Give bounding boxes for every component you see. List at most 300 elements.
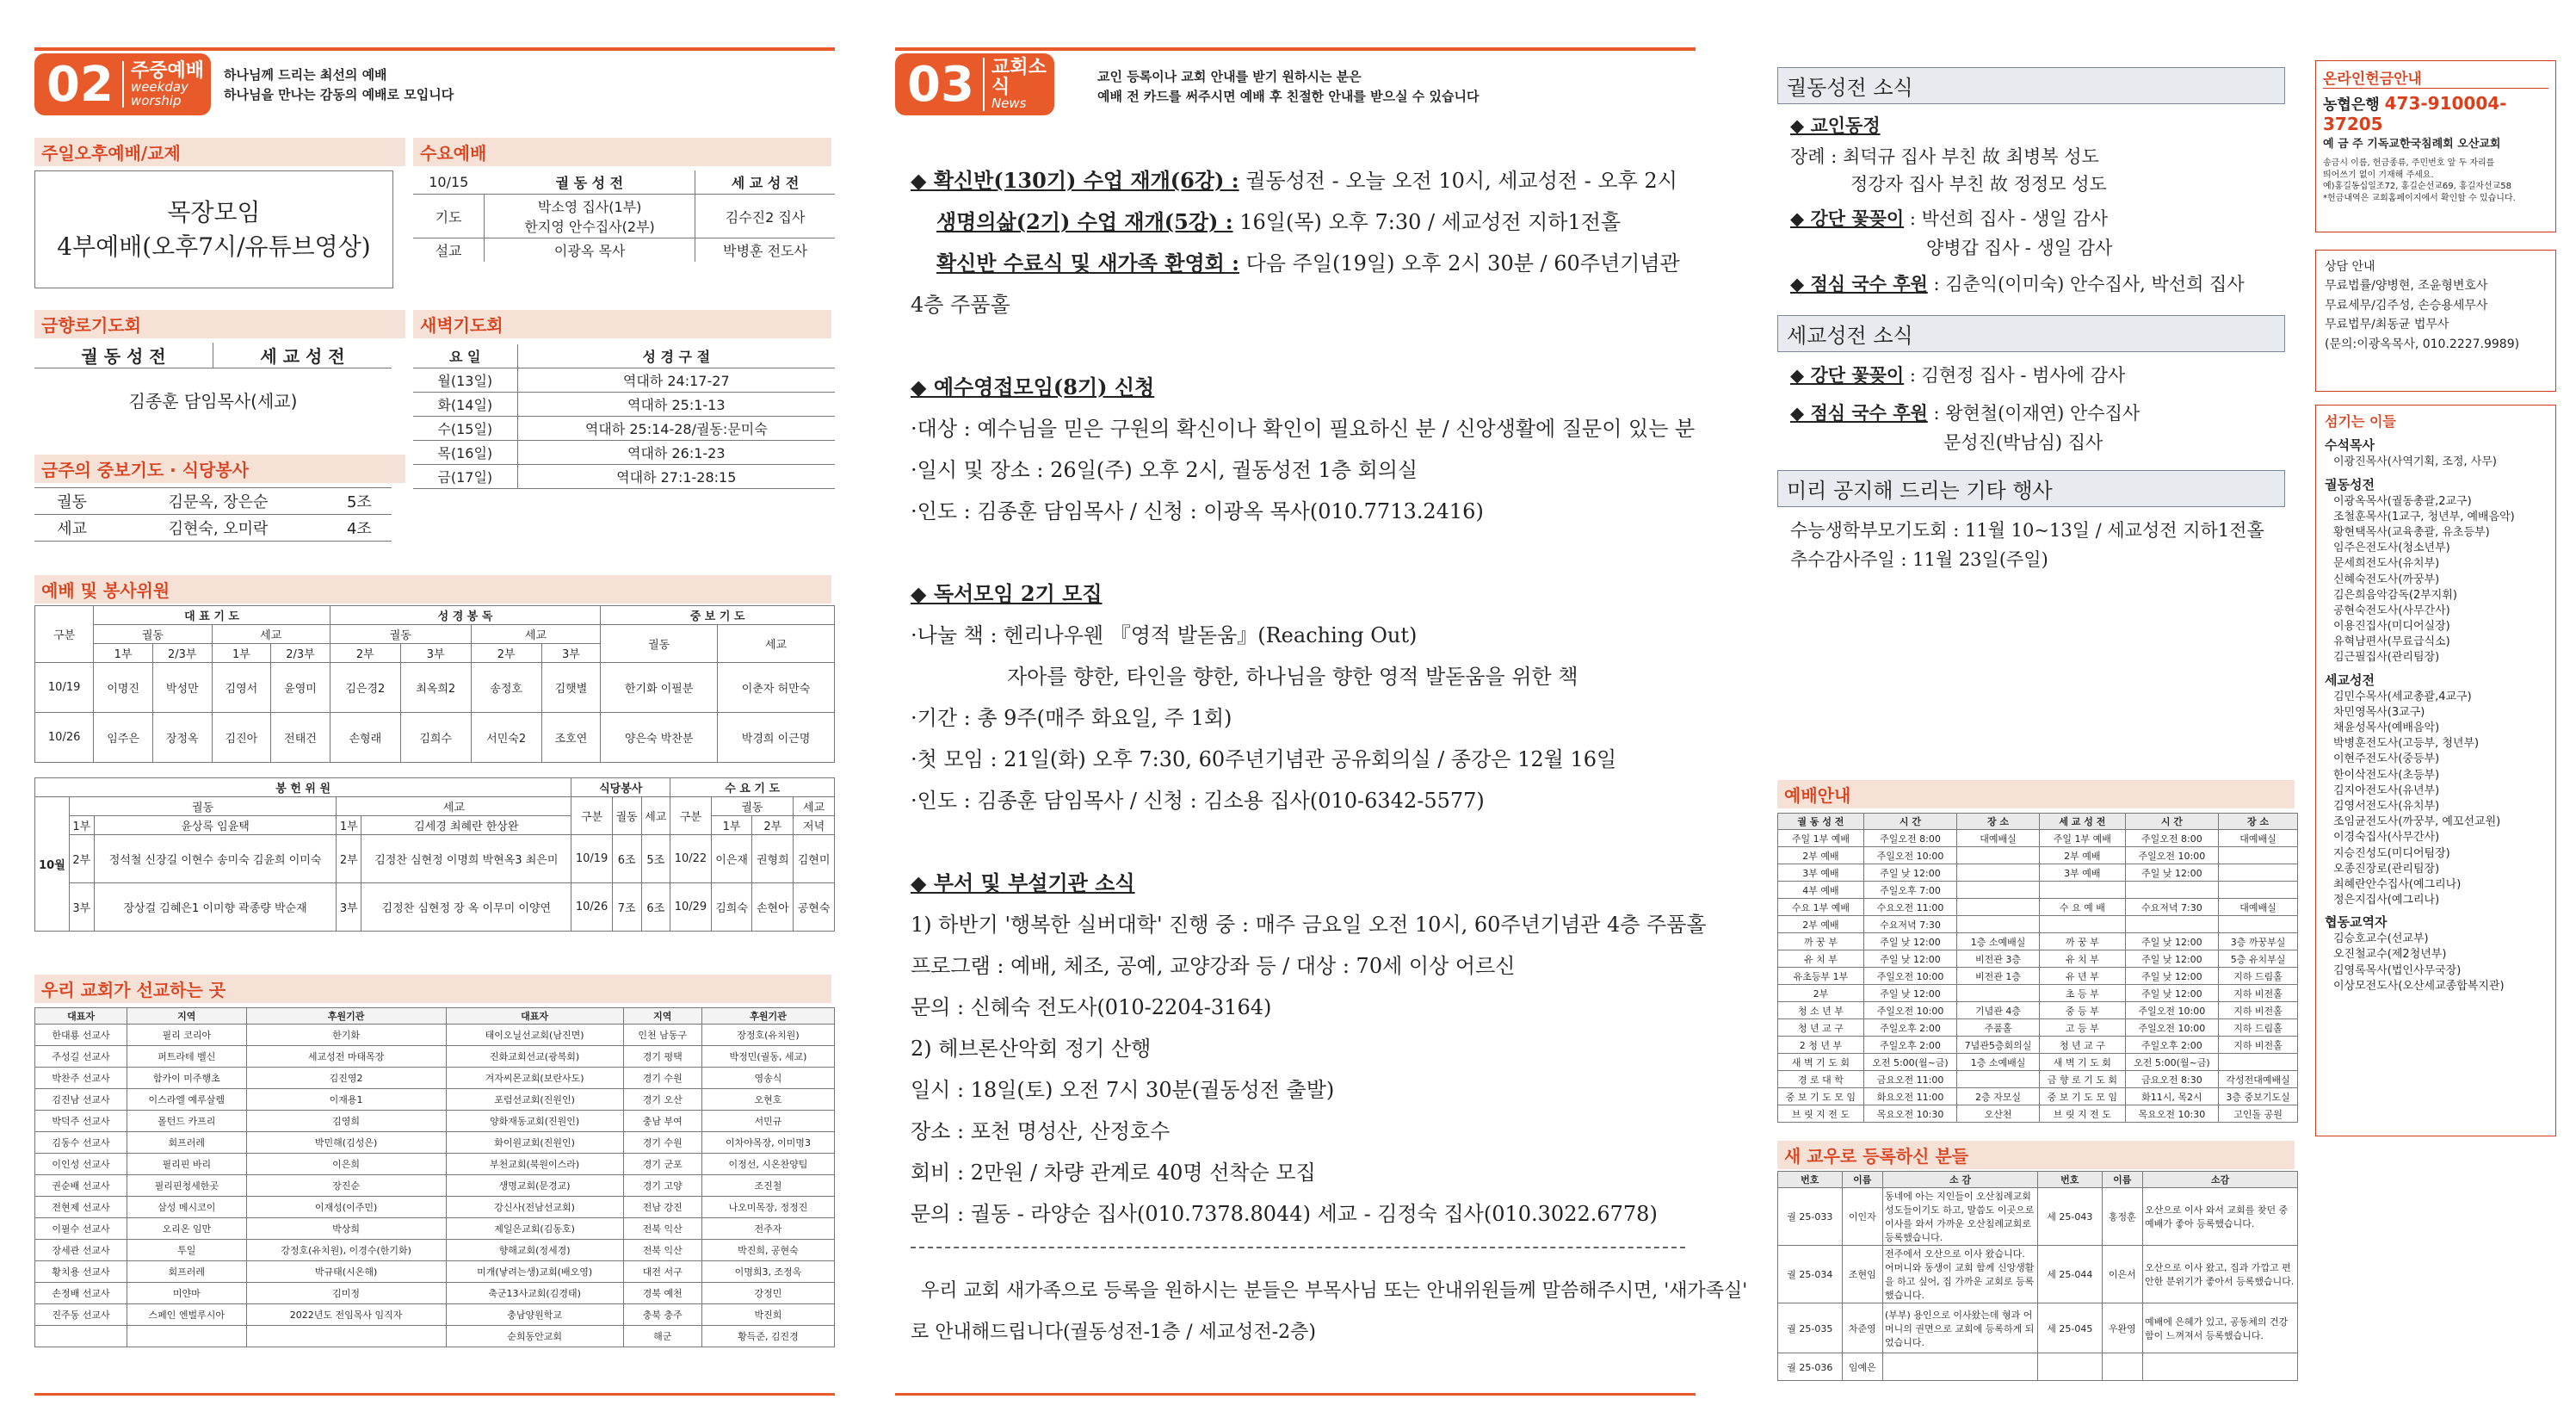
top-rule-03 bbox=[895, 47, 1696, 51]
table-cell: 주일 1부 예배 bbox=[2039, 830, 2125, 847]
table-row bbox=[35, 1008, 835, 1025]
table-cell: 권형희 bbox=[752, 835, 794, 883]
table-cell: 지하 비전홀 bbox=[2219, 985, 2298, 1002]
table-cell: 이재용1 bbox=[246, 1089, 446, 1111]
table-cell: 황득준, 김진경 bbox=[701, 1326, 834, 1347]
table-cell: 순희동안교회 bbox=[446, 1326, 623, 1347]
table-cell: 기념관 4층 bbox=[1957, 1002, 2040, 1019]
table-row bbox=[413, 417, 835, 441]
table-cell: 장진순 bbox=[246, 1175, 446, 1197]
top-rule bbox=[34, 47, 835, 51]
table-row bbox=[35, 625, 835, 644]
table-cell: 향해교회(정세경) bbox=[446, 1240, 623, 1261]
table-cell: 역대하 27:1-28:15 bbox=[517, 465, 835, 489]
table-cell: 김세경 최혜란 한상완 bbox=[361, 816, 571, 835]
table-cell: 새 벽 기 도 회 bbox=[1778, 1054, 1864, 1071]
news-line-12: ·기간 : 총 9주(매주 화요일, 주 1회) bbox=[911, 706, 1232, 730]
worship-guide-table bbox=[1777, 813, 2298, 1123]
news-line-17: 프로그램 : 예배, 체조, 공예, 교양강좌 등 / 대상 : 70세 이상 어르신 bbox=[911, 954, 1516, 978]
news-line-20: 일시 : 18일(토) 오전 7시 30분(궐동성전 출발) bbox=[911, 1078, 1335, 1102]
table-cell: 비전관 3층 bbox=[1957, 950, 2040, 968]
table-cell: 7념관5층회의실 bbox=[1957, 1037, 2040, 1054]
table-cell: 3부 bbox=[400, 644, 471, 663]
table-cell bbox=[1957, 864, 2040, 882]
table-cell: 세교 bbox=[212, 625, 330, 644]
table-cell: 브 릿 지 전 도 bbox=[1778, 1105, 1864, 1123]
dawn-prayer-table: 요 일 성 경 구 절 월(13일) 역대하 24:17-27 화(14일) 역대하 25:1-13 수(15일) 역대하 25:14-28/궐동:문미숙 목(16일) 역대하 26:1-23 금(17일) 역대하 27:1-28:15 bbox=[413, 344, 835, 489]
table-cell bbox=[246, 1326, 446, 1347]
table-cell: 주일오후 2:00 bbox=[2125, 1037, 2218, 1054]
table-cell: 1부 bbox=[212, 644, 271, 663]
news-line-4: 4층 주품홀 bbox=[911, 293, 1010, 317]
news-line-10: ·나눌 책 : 헨리나우웬 『영적 발돋움』(Reaching Out) bbox=[911, 623, 1418, 647]
table-cell: 김은경2 bbox=[330, 663, 400, 713]
table-cell: 태이오닐선교회(남진면) bbox=[446, 1025, 623, 1046]
table-cell: 미얀마 bbox=[127, 1283, 247, 1304]
table-cell: 세교 bbox=[641, 797, 670, 835]
table-cell: 제일은교회(김동호) bbox=[446, 1218, 623, 1240]
table-cell: 강정민 bbox=[701, 1283, 834, 1304]
table-cell: 경기 수원 bbox=[623, 1132, 701, 1154]
table-cell: 장 소 bbox=[1957, 814, 2040, 830]
table-cell: 김정찬 심현정 장 옥 이무미 이양연 bbox=[361, 883, 571, 932]
table-cell: 비전관 1층 bbox=[1957, 968, 2040, 985]
table-cell: 1층 소예배실 bbox=[1957, 933, 2040, 950]
table-cell: 화요오전 11:00 bbox=[1863, 1088, 1956, 1105]
table-row bbox=[35, 606, 835, 625]
table-cell: 대예배실 bbox=[1957, 830, 2040, 847]
table-cell: 장세관 선교사 bbox=[35, 1240, 127, 1261]
table-cell: 2 청 년 부 bbox=[1778, 1037, 1864, 1054]
table-cell: 포럼선교회(진원인) bbox=[446, 1089, 623, 1111]
table-cell: 목(16일) bbox=[413, 441, 517, 465]
table-cell: 브 릿 지 전 도 bbox=[2039, 1105, 2125, 1123]
table-row bbox=[413, 465, 835, 489]
table-cell: 경기 군포 bbox=[623, 1154, 701, 1175]
table-cell: 주품홀 bbox=[1957, 1019, 2040, 1037]
table-row bbox=[1778, 899, 2298, 916]
table-cell: 이춘자 허만숙 bbox=[718, 663, 835, 713]
table-row bbox=[1778, 830, 2298, 847]
table-row bbox=[35, 1283, 835, 1304]
table-cell: 10/29 bbox=[670, 883, 712, 932]
table-cell: 김진영2 bbox=[246, 1068, 446, 1089]
bottom-rule-03 bbox=[895, 1393, 1696, 1396]
table-cell: 주일오후 7:00 bbox=[1863, 882, 1956, 899]
table-cell: 주일오전 10:00 bbox=[2125, 847, 2218, 864]
table-cell: 경기 오산 bbox=[623, 1089, 701, 1111]
table-cell: 3부 예배 bbox=[2039, 864, 2125, 882]
table-cell: 이명진 bbox=[94, 663, 153, 713]
table-cell: 오전 5:00(월~금) bbox=[2125, 1054, 2218, 1071]
segyo-noodle-2: 문성진(박남심) 집사 bbox=[1943, 432, 2103, 453]
new-members-title: 새 교우로 등록하신 분들 bbox=[1777, 1141, 2295, 1169]
table-cell: 박진희 bbox=[701, 1304, 834, 1326]
table-cell: 봉 헌 위 원 bbox=[35, 778, 571, 797]
table-cell: 이은희 bbox=[246, 1154, 446, 1175]
staff-item: 채윤성목사(예배음악) bbox=[2333, 721, 2440, 735]
staff-group-heading: 궐동성전 bbox=[2325, 476, 2375, 492]
table-cell: 손현아 bbox=[752, 883, 794, 932]
table-cell: 김동수 선교사 bbox=[35, 1132, 127, 1154]
table-cell: 지역 bbox=[127, 1008, 247, 1025]
table-cell: 2부 예배 bbox=[1778, 916, 1864, 933]
table-cell: 유 년 부 bbox=[2039, 968, 2125, 985]
table-cell: 필리핀 바리 bbox=[127, 1154, 247, 1175]
table-row bbox=[413, 368, 835, 393]
table-row bbox=[1778, 933, 2298, 950]
table-cell: 경 로 대 학 bbox=[1778, 1071, 1864, 1088]
table-cell: 정석철 신장길 이현수 송미숙 김윤희 이미숙 bbox=[94, 835, 337, 883]
table-cell: 황치용 선교사 bbox=[35, 1261, 127, 1283]
news-line-7: ·일시 및 장소 : 26일(주) 오후 2시, 궐동성전 1층 회의실 bbox=[911, 458, 1418, 482]
table-row bbox=[35, 1197, 835, 1218]
table-cell: 전주자 bbox=[701, 1218, 834, 1240]
table-cell: 겨자씨몬교회(보란사도) bbox=[446, 1068, 623, 1089]
news-head-4: ◆ 부서 및 부설기관 소식 bbox=[911, 870, 1135, 895]
mission-table bbox=[34, 1007, 835, 1347]
dashed-divider bbox=[911, 1247, 1685, 1248]
table-cell bbox=[1957, 1071, 2040, 1088]
table-row bbox=[1778, 847, 2298, 864]
table-cell: 1부 bbox=[711, 816, 752, 835]
table-cell: 주일 낮 12:00 bbox=[2125, 864, 2218, 882]
table-cell: 식당봉사 bbox=[571, 778, 670, 797]
table-cell: 주일 1부 예배 bbox=[1778, 830, 1864, 847]
news-line-25: 로 안내해드립니다(궐동성전-1층 / 세교성전-2층) bbox=[911, 1322, 1316, 1343]
header-description-03: 교인 등록이나 교회 안내를 받기 원하시는 분은 예배 전 카드를 써주시면 예배 후 친절한 안내를 받으실 수 있습니다 bbox=[1097, 69, 1480, 105]
table-cell: 궐동 bbox=[34, 488, 109, 515]
table-cell: 10/26 bbox=[35, 713, 94, 763]
table-cell: 청 년 교 구 bbox=[2039, 1037, 2125, 1054]
table-cell: 후원기관 bbox=[701, 1008, 834, 1025]
table-cell: 공현숙 bbox=[794, 883, 835, 932]
table-cell: 3층 중보기도실 bbox=[2219, 1088, 2298, 1105]
table-cell: 2부 bbox=[471, 644, 541, 663]
table-cell: 몰턴드 카프리 bbox=[127, 1111, 247, 1132]
gwoldong-funeral-2: 정강자 집사 부친 故 정정모 성도 bbox=[1850, 174, 2107, 195]
table-cell: 금(17일) bbox=[413, 465, 517, 489]
staff-item: 김영록목사(법인사무국장) bbox=[2333, 963, 2462, 977]
table-cell: 구분 bbox=[35, 606, 94, 663]
news-line-16: 1) 하반기 '행복한 실버대학' 진행 중 : 매주 금요일 오전 10시, 60주년기념관 4층 주품홀 bbox=[911, 913, 1707, 937]
table-cell: 주일오전 8:00 bbox=[2125, 830, 2218, 847]
staff-item: 김승호교수(선교부) bbox=[2333, 932, 2429, 946]
table-row bbox=[1778, 1105, 2298, 1123]
table-cell: 삼성 메시코이 bbox=[127, 1197, 247, 1218]
table-cell: 지하 드림홀 bbox=[2219, 968, 2298, 985]
staff-item: 이현주전도사(중등부) bbox=[2333, 752, 2440, 766]
table-row bbox=[35, 1025, 835, 1046]
friday-prayer-title: 금향로기도회 bbox=[34, 310, 405, 338]
table-cell: 전북 익산 bbox=[623, 1240, 701, 1261]
table-cell: 화11시, 목2시 bbox=[2125, 1088, 2218, 1105]
table-row bbox=[35, 1089, 835, 1111]
staff-item: 김민수목사(세교총괄,4교구) bbox=[2333, 690, 2472, 703]
table-cell: 인천 남동구 bbox=[623, 1025, 701, 1046]
table-cell: 2부 bbox=[330, 644, 400, 663]
table-cell: 박민해(김성은) bbox=[246, 1132, 446, 1154]
table-cell bbox=[2039, 882, 2125, 899]
table-cell: 궐동 bbox=[69, 797, 336, 816]
table-cell: 수요저녁 7:30 bbox=[1863, 916, 1956, 933]
table-row bbox=[1778, 916, 2298, 933]
table-row bbox=[1778, 1353, 2298, 1381]
counsel-box: 상담 안내 무료법률/양병현, 조윤형변호사 무료세무/김주성, 손승용세무사 무료법무/최동균 법무사 (문의:이광옥목사, 010.2227.9989) bbox=[2315, 250, 2556, 392]
table-cell: 고 등 부 bbox=[2039, 1019, 2125, 1037]
table-row bbox=[35, 1068, 835, 1089]
table-cell: 궐 25-033 bbox=[1778, 1188, 1843, 1246]
table-cell: 중 보 기 도 모 임 bbox=[2039, 1088, 2125, 1105]
table-cell: 스페인 엔벌루시아 bbox=[127, 1304, 247, 1326]
table-cell bbox=[2037, 1353, 2102, 1381]
staff-item: 최혜란안수집사(예그리나) bbox=[2333, 877, 2462, 891]
staff-item: 차민영목사(3교구) bbox=[2333, 705, 2425, 719]
gwoldong-flowers-2: 양병갑 집사 - 생일 감사 bbox=[1926, 238, 2113, 258]
staff-item: 유혁남편사(무료급식소) bbox=[2333, 635, 2450, 649]
table-cell: 권순배 선교사 bbox=[35, 1175, 127, 1197]
table-cell: 한기화 이필분 bbox=[601, 663, 718, 713]
badge-title: 주중예배 weekday worship bbox=[122, 61, 211, 108]
table-cell: 궐동 bbox=[711, 797, 794, 816]
table-cell: 임예은 bbox=[1842, 1353, 1882, 1381]
staff-item: 황현택목사(교육총괄, 유초등부) bbox=[2333, 525, 2490, 539]
table-row bbox=[34, 515, 392, 542]
table-cell: 윤상록 임윤택 bbox=[94, 816, 337, 835]
table-cell: 번호 bbox=[2037, 1172, 2102, 1188]
table-row bbox=[35, 1218, 835, 1240]
table-cell: 2층 자모실 bbox=[1957, 1088, 2040, 1105]
table-cell: 조진철 bbox=[701, 1175, 834, 1197]
table-cell: 궐동 bbox=[94, 625, 212, 644]
table-cell: 전주에서 오산으로 이사 왔습니다. 어머니와 동생이 교회 함께 신앙생활을 하고 싶어, 집 가까운 교회로 등록했습니다. bbox=[1882, 1246, 2037, 1303]
table-cell: 송정호 bbox=[471, 663, 541, 713]
table-cell: 대표자 bbox=[446, 1008, 623, 1025]
duty-table bbox=[34, 605, 835, 763]
table-row bbox=[35, 1111, 835, 1132]
table-cell: 소 감 bbox=[1882, 1172, 2037, 1188]
table-cell: 전현제 선교사 bbox=[35, 1197, 127, 1218]
table-cell: 회프러레 bbox=[127, 1132, 247, 1154]
table-cell: 세교 bbox=[34, 515, 109, 542]
table-cell: 김정찬 심현정 이명희 박현옥3 최은미 bbox=[361, 835, 571, 883]
table-cell: 오현호 bbox=[701, 1089, 834, 1111]
table-row bbox=[1778, 1019, 2298, 1037]
table-row bbox=[35, 1326, 835, 1347]
worship-guide-title: 예배안내 bbox=[1777, 780, 2295, 808]
table-cell: 이은서 bbox=[2102, 1246, 2142, 1303]
table-cell: 윤영미 bbox=[271, 663, 330, 713]
table-cell: 박경희 이근명 bbox=[718, 713, 835, 763]
gwoldong-flowers: ◆ 강단 꽃꽂이 : 박선희 집사 - 생일 감사 bbox=[1790, 207, 2108, 229]
news-line-3: 확신반 수료식 및 새가족 환영회 : 다음 주일(19일) 오후 2시 30분 / 60주년기념관 bbox=[936, 251, 1680, 276]
wednesday-title: 수요예배 bbox=[413, 138, 831, 166]
table-cell bbox=[127, 1326, 247, 1347]
table-cell: 주일 낮 12:00 bbox=[1863, 933, 1956, 950]
table-row bbox=[35, 797, 835, 816]
table-cell: 김진아 bbox=[212, 713, 271, 763]
staff-item: 이용진집사(미디어실장) bbox=[2333, 620, 2450, 634]
table-cell: 2부 bbox=[337, 835, 361, 883]
table-cell: 청 년 교 구 bbox=[1778, 1019, 1864, 1037]
table-cell: 예배에 은혜가 있고, 공동체의 건강함이 느껴져서 등록했습니다. bbox=[2143, 1303, 2298, 1353]
table-cell: 한대룡 선교사 bbox=[35, 1025, 127, 1046]
table-cell: 진화교회선교(광복회) bbox=[446, 1046, 623, 1068]
table-cell: 유 치 부 bbox=[2039, 950, 2125, 968]
table-row bbox=[1778, 1037, 2298, 1054]
table-row bbox=[1778, 1054, 2298, 1071]
table-cell: 손정배 선교사 bbox=[35, 1283, 127, 1304]
table-cell: 강신사(전남선교회) bbox=[446, 1197, 623, 1218]
table-cell bbox=[1957, 899, 2040, 916]
table-cell: 1부 bbox=[69, 816, 94, 835]
table-cell: 김영희 bbox=[246, 1111, 446, 1132]
table-cell: 오산으로 이사 와서 교회를 찾던 중 예배가 좋아 등록했습니다. bbox=[2143, 1188, 2298, 1246]
table-cell: 주일 낮 12:00 bbox=[2125, 933, 2218, 950]
table-cell: 박규태(시온해) bbox=[246, 1261, 446, 1283]
staff-item: 임주은전도사(청소년부) bbox=[2333, 542, 2450, 555]
table-cell: 역대하 24:17-27 bbox=[517, 368, 835, 393]
news-line-24: 우리 교회 새가족으로 등록을 원하시는 분들은 부목사님 또는 안내위원들께 말씀해주시면, '새가족실' bbox=[921, 1280, 1748, 1302]
segyo-news-title: 세교성전 소식 bbox=[1777, 315, 2285, 352]
table-cell: 화이원교회(진원인) bbox=[446, 1132, 623, 1154]
table-cell: 장정호(유치원) bbox=[701, 1025, 834, 1046]
table-cell: 수 요 기 도 bbox=[670, 778, 835, 797]
table-row bbox=[1778, 864, 2298, 882]
table-cell: 궐 25-036 bbox=[1778, 1353, 1843, 1381]
table-cell: 1층 소예배실 bbox=[1957, 1054, 2040, 1071]
table-cell: 10/19 bbox=[571, 835, 613, 883]
section-badge-03: 03 교회소식 News bbox=[895, 53, 1054, 115]
table-cell: 이필수 선교사 bbox=[35, 1218, 127, 1240]
table-cell: 후원기관 bbox=[246, 1008, 446, 1025]
table-cell: 각성전대예배실 bbox=[2219, 1071, 2298, 1088]
table-cell: 주일오전 8:00 bbox=[1863, 830, 1956, 847]
dawn-prayer-title: 새벽기도회 bbox=[413, 310, 831, 338]
table-cell: 이재성(이주민) bbox=[246, 1197, 446, 1218]
table-cell: 주일 낮 12:00 bbox=[1863, 864, 1956, 882]
table-cell: 수요 1부 예배 bbox=[1778, 899, 1864, 916]
bottom-rule bbox=[34, 1393, 835, 1396]
table-cell: 6조 bbox=[641, 883, 670, 932]
news-line-2: 생명의삶(2기) 수업 재개(5강) : 16일(목) 오후 7:30 / 세교성전 지하1전홀 bbox=[936, 209, 1622, 234]
table-cell: 함카이 미주행초 bbox=[127, 1068, 247, 1089]
table-cell: 중 보 기 도 모 임 bbox=[1778, 1088, 1864, 1105]
table-cell: 1부 bbox=[94, 644, 153, 663]
table-cell: 3층 까꿍부실 bbox=[2219, 933, 2298, 950]
table-cell: 생명교회(문경교) bbox=[446, 1175, 623, 1197]
table-cell: 3부 예배 bbox=[1778, 864, 1864, 882]
table-row bbox=[1778, 1246, 2298, 1303]
table-cell bbox=[2219, 847, 2298, 864]
table-cell: 김영서 bbox=[212, 663, 271, 713]
table-cell: 주일 낮 12:00 bbox=[2125, 968, 2218, 985]
staff-item: 정은지집사(예그리나) bbox=[2333, 894, 2440, 907]
table-cell: 성 경 봉 독 bbox=[330, 606, 600, 625]
staff-item: 한이삭전도사(초등부) bbox=[2333, 768, 2440, 782]
table-cell: 2/3부 bbox=[152, 644, 212, 663]
table-cell: 강정호(유치원), 이경수(한기화) bbox=[246, 1240, 446, 1261]
table-cell: 세교 bbox=[471, 625, 601, 644]
table-cell: 4부 예배 bbox=[1778, 882, 1864, 899]
table-row bbox=[1778, 1303, 2298, 1353]
table-cell bbox=[2219, 1054, 2298, 1071]
table-cell: 주일오후 2:00 bbox=[1863, 1019, 1956, 1037]
table-cell: 박덕주 선교사 bbox=[35, 1111, 127, 1132]
table-cell: 홍정훈 bbox=[2102, 1188, 2142, 1246]
table-cell: 김햇별 bbox=[541, 663, 601, 713]
table-cell: 충남 부여 bbox=[623, 1111, 701, 1132]
table-cell: 2부 bbox=[1778, 985, 1864, 1002]
gwoldong-noodle: ◆ 점심 국수 후원 : 김춘익(이미숙) 안수집사, 박선희 집사 bbox=[1790, 273, 2245, 294]
table-cell: 시 간 bbox=[1863, 814, 1956, 830]
table-cell: 지하 비전홀 bbox=[2219, 1002, 2298, 1019]
segyo-noodle: ◆ 점심 국수 후원 : 왕현철(이재연) 안수집사 bbox=[1790, 402, 2140, 424]
table-cell: 부천교회(북원이스라) bbox=[446, 1154, 623, 1175]
staff-box: 섬기는 이들 수석목사 이광진목사(사역기획, 조정, 사무) 궐동성전 이광옥목사(궐동총괄,2교구) 조철훈목사(1교구, 청년부, 예배음악) 황현택목사(교육총괄, 유초등부) 임주은전도사(청소년부) 문세희전도사(유치부) 신혜숙전도사(까꿍부) 김은희음악감독(2부지휘) 공현숙전도사(사무간사) 이용진집사(미디어실장) 유혁남편사(무료급식소) 김근필집사(관리팀장) 세교성전 김민수목사(세교총괄,4교구) 차민영목사(3교구) 채윤성목사(예배음악) 박병훈전도사(고등부, 청년부) 이현주전도사(중등부) 한이삭전도사(초등부) 김지아전도사(유년부) 김영서전도사(유치부) 조임균전도사(까꿍부, 예꼬선교원) 이경숙집사(사무간사) 지승진성도(미디어팀장) 오종진장로(관리팀장) 최혜란안수집사(예그리나) 정은지집사(예그리나) 협동교역자 김승호교수(선교부) 오진철교수(제2청년부) 김영록목사(법인사무국장) 이상모전도사(오산세교종합복지관) bbox=[2315, 405, 2556, 1136]
table-cell: 전태건 bbox=[271, 713, 330, 763]
table-cell: 축군13사교회(김경태) bbox=[446, 1283, 623, 1304]
table-cell: 이스라엘 예루살렘 bbox=[127, 1089, 247, 1111]
table-cell: 조호연 bbox=[541, 713, 601, 763]
segyo-flowers: ◆ 강단 꽃꽂이 : 김현정 집사 - 범사에 감사 bbox=[1790, 364, 2126, 386]
table-cell: 역대하 25:1-13 bbox=[517, 393, 835, 417]
table-cell: 까 꿍 부 bbox=[2039, 933, 2125, 950]
staff-item: 이광옥목사(궐동총괄,2교구) bbox=[2333, 494, 2472, 508]
staff-item: 조임균전도사(까꿍부, 예꼬선교원) bbox=[2333, 815, 2501, 829]
table-cell: 우완영 bbox=[2102, 1303, 2142, 1353]
table-cell: 목요오전 10:30 bbox=[1863, 1105, 1956, 1123]
table-cell: 6조 bbox=[612, 835, 641, 883]
news-line-13: ·첫 모임 : 21일(화) 오후 7:30, 60주년기념관 공유회의실 / 종강은 12월 16일 bbox=[911, 747, 1617, 771]
friday-head: 궐 동 성 전 세 교 성 전 bbox=[34, 343, 392, 368]
staff-item: 김지아전도사(유년부) bbox=[2333, 783, 2440, 797]
table-cell: 역대하 25:14-28/궐동:문미숙 bbox=[517, 417, 835, 441]
table-cell: 진주동 선교사 bbox=[35, 1304, 127, 1326]
staff-group-heading: 수석목사 bbox=[2325, 437, 2375, 454]
table-cell: 이름 bbox=[1842, 1172, 1882, 1188]
staff-item: 오종진장로(관리팀장) bbox=[2333, 862, 2440, 876]
table-cell: 세교성전 마태목장 bbox=[246, 1046, 446, 1068]
news-line-8: ·인도 : 김종훈 담임목사 / 신청 : 이광옥 목사(010.7713.2416) bbox=[911, 499, 1484, 523]
gwoldong-news-title: 궐동성전 소식 bbox=[1777, 67, 2285, 104]
table-row bbox=[1778, 814, 2298, 830]
table-row bbox=[1778, 1088, 2298, 1105]
table-cell: 주일오전 10:00 bbox=[1863, 847, 1956, 864]
table-row bbox=[1778, 1071, 2298, 1088]
table-cell: 김현숙, 오미락 bbox=[109, 515, 327, 542]
table-cell: 장상걸 김혜은1 이미향 곽종량 박순재 bbox=[94, 883, 337, 932]
staff-item: 문세희전도사(유치부) bbox=[2333, 557, 2440, 571]
table-cell: 궐 동 성 전 bbox=[1778, 814, 1864, 830]
table-cell: 주일 낮 12:00 bbox=[2125, 985, 2218, 1002]
table-cell: 미개(낳려는생)교회(배오영) bbox=[446, 1261, 623, 1283]
upcoming-1: 수능생학부모기도회 : 11월 10~13일 / 세교성전 지하1전홀 bbox=[1790, 520, 2264, 541]
table-cell: 5층 유치부실 bbox=[2219, 950, 2298, 968]
table-cell: 오산천 bbox=[1957, 1105, 2040, 1123]
table-cell: 이름 bbox=[2102, 1172, 2142, 1188]
table-cell: 박찬주 선교사 bbox=[35, 1068, 127, 1089]
table-cell: 조현임 bbox=[1842, 1246, 1882, 1303]
table-cell: 서민숙2 bbox=[471, 713, 541, 763]
duty-title: 예배 및 봉사위원 bbox=[34, 575, 831, 604]
table-cell: 대예배실 bbox=[2219, 899, 2298, 916]
table-cell: 2부 예배 bbox=[1778, 847, 1864, 864]
table-cell: 유 치 부 bbox=[1778, 950, 1864, 968]
table-cell: 오전 5:00(월~금) bbox=[1863, 1054, 1956, 1071]
news-line-6: ·대상 : 예수님을 믿은 구원의 확신이나 확인이 필요하신 분 / 신앙생활에 질문이 있는 분 bbox=[911, 417, 1696, 441]
sunday-afternoon-title: 주일오후예배/교제 bbox=[34, 138, 405, 166]
